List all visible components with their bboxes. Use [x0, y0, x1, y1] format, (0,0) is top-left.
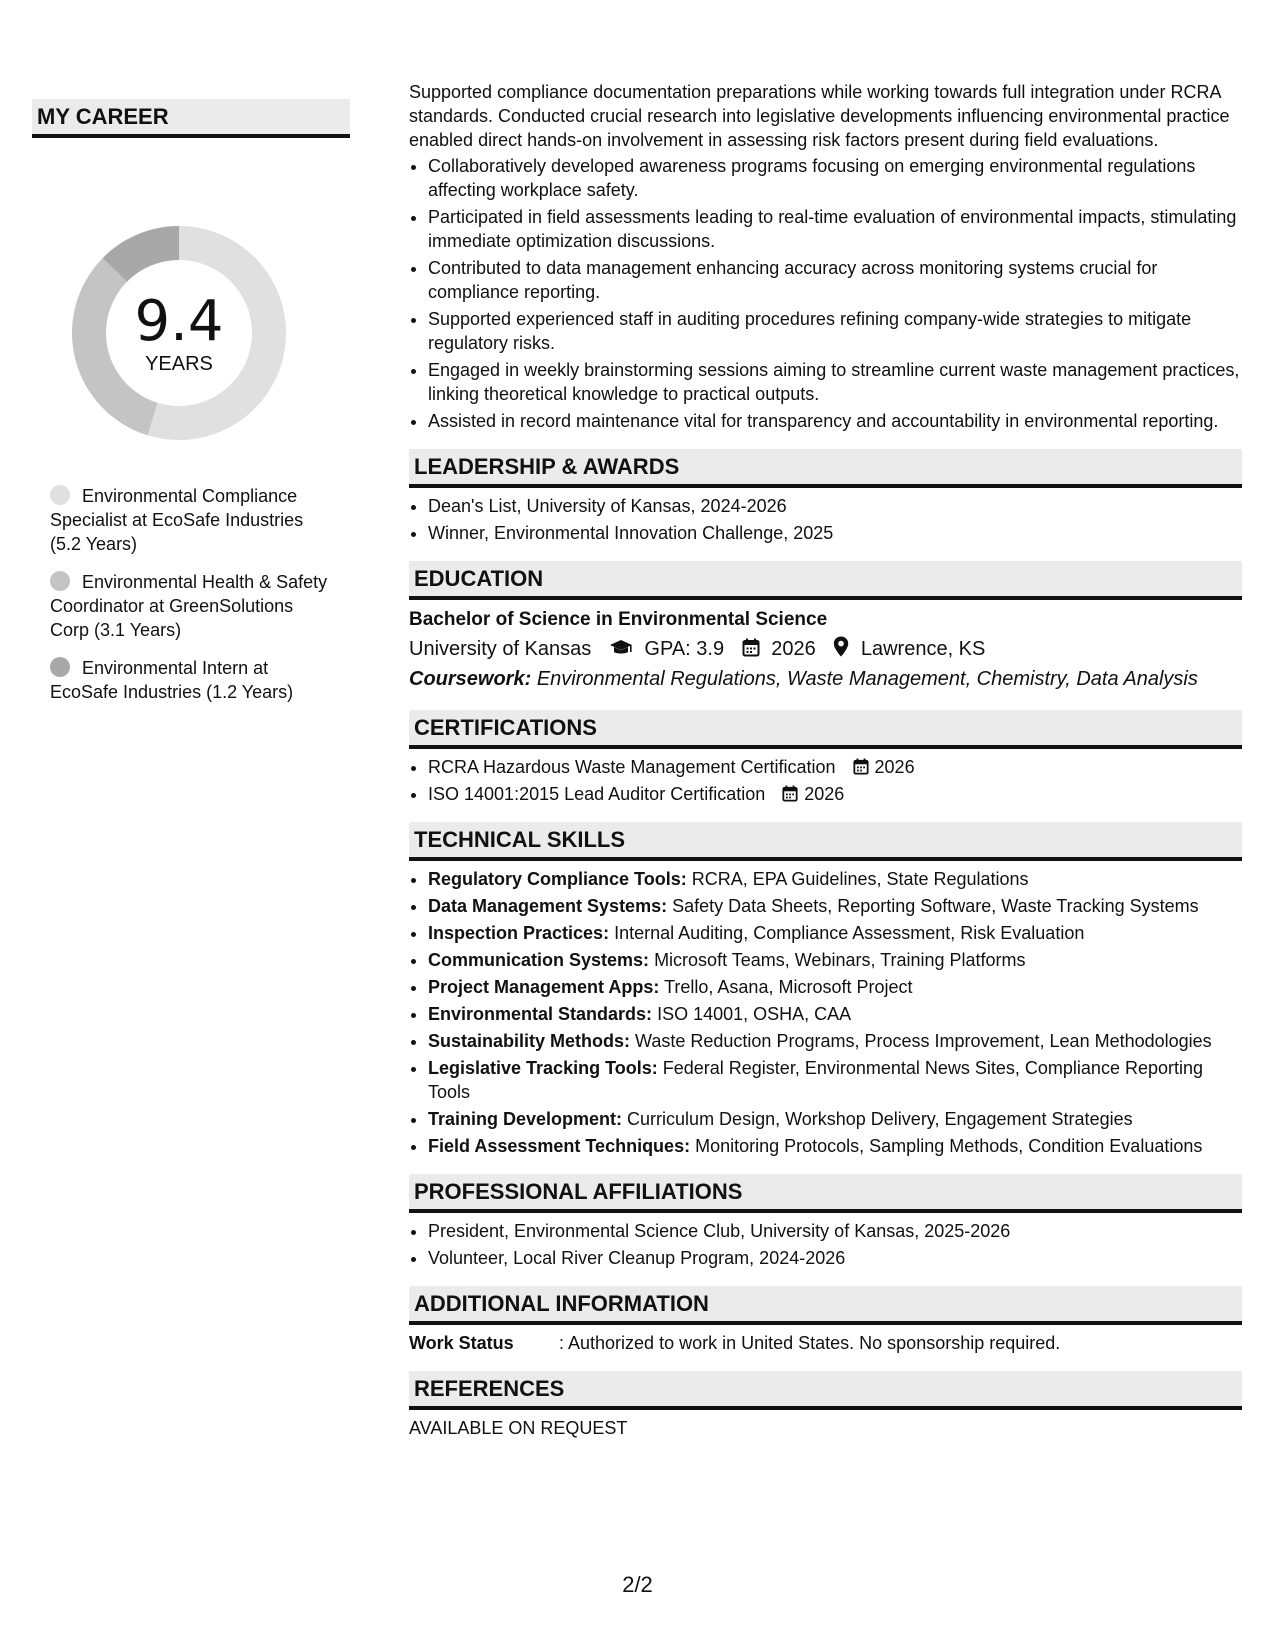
- skill-label: Legislative Tracking Tools:: [428, 1058, 658, 1078]
- list-item: • Engaged in weekly brainstorming sessions aiming to streamline current waste management practices, linking theoretical knowledge to practical outputs.: [428, 358, 1242, 406]
- career-title: MY CAREER: [32, 99, 350, 138]
- page-number: 2/2: [622, 1572, 653, 1597]
- school-name: University of Kansas: [409, 638, 592, 660]
- calendar-icon: [853, 758, 869, 775]
- list-item: • Winner, Environmental Innovation Challenge, 2025: [428, 521, 1242, 545]
- legend-dot: [50, 571, 70, 591]
- list-item: [428, 975, 1242, 999]
- certifications-title: CERTIFICATIONS: [409, 710, 1242, 749]
- list-item: [428, 1002, 1242, 1026]
- skill-value: Curriculum Design, Workshop Delivery, Engagement Strategies: [627, 1109, 1133, 1129]
- career-sidebar: [32, 99, 350, 718]
- total-years-value: 9.4: [134, 289, 224, 354]
- list-item: • Supported experienced staff in auditing procedures refining company-wide strategies to mitigate regulatory risks.: [428, 307, 1242, 355]
- list-item: [428, 1029, 1242, 1053]
- total-years-unit: YEARS: [145, 353, 213, 375]
- skill-value: Waste Reduction Programs, Process Improvement, Lean Methodologies: [635, 1031, 1212, 1051]
- list-item: [428, 755, 1242, 779]
- skills-section: [409, 822, 1242, 1158]
- affiliations-section: [409, 1174, 1242, 1270]
- skill-label: Data Management Systems:: [428, 896, 668, 916]
- career-legend: [50, 484, 330, 704]
- list-item: • President, Environmental Science Club, University of Kansas, 2025-2026: [428, 1219, 1242, 1243]
- affiliations-title: PROFESSIONAL AFFILIATIONS: [409, 1174, 1242, 1213]
- list-item: [428, 867, 1242, 891]
- skill-label: Sustainability Methods:: [428, 1031, 631, 1051]
- cert-year: 2026: [804, 784, 845, 804]
- legend-item: [50, 484, 330, 556]
- list-item: [428, 1056, 1242, 1104]
- location-pin-icon: [833, 636, 849, 657]
- references-text: AVAILABLE ON REQUEST: [409, 1418, 628, 1438]
- skill-label: Project Management Apps:: [428, 977, 660, 997]
- cert-year: 2026: [874, 757, 915, 777]
- references-title: REFERENCES: [409, 1371, 1242, 1410]
- career-donut-chart: [64, 218, 294, 448]
- legend-label: Environmental Intern at EcoSafe Industries (1.2 Years): [50, 658, 294, 702]
- work-status-value: : Authorized to work in United States. No sponsorship required.: [559, 1333, 1061, 1353]
- graduation-year: 2026: [771, 638, 816, 660]
- coursework-list: Environmental Regulations, Waste Management, Chemistry, Data Analysis: [536, 668, 1198, 690]
- calendar-icon: [742, 638, 760, 657]
- skill-value: Trello, Asana, Microsoft Project: [664, 977, 913, 997]
- skill-label: Inspection Practices:: [428, 923, 610, 943]
- list-item: • Assisted in record maintenance vital for transparency and accountability in environmental reporting.: [428, 409, 1242, 433]
- list-item: • Collaboratively developed awareness programs focusing on emerging environmental regulations affecting workplace safety.: [428, 154, 1242, 202]
- additional-title: ADDITIONAL INFORMATION: [409, 1286, 1242, 1325]
- work-status-row: [409, 1331, 1242, 1355]
- graduation-cap-icon: [609, 639, 633, 657]
- cert-name: ISO 14001:2015 Lead Auditor Certification: [428, 784, 766, 804]
- education-title: EDUCATION: [409, 561, 1242, 600]
- list-item: [428, 948, 1242, 972]
- list-item: [428, 921, 1242, 945]
- work-status-label: Work Status: [409, 1333, 514, 1353]
- skill-label: Training Development:: [428, 1109, 623, 1129]
- list-item: • Participated in field assessments leading to real-time evaluation of environmental impacts, stimulating immediate optimization discussions.: [428, 205, 1242, 253]
- skill-value: ISO 14001, OSHA, CAA: [657, 1004, 852, 1024]
- legend-label: Environmental Compliance Specialist at EcoSafe Industries (5.2 Years): [50, 486, 304, 554]
- legend-label: Environmental Health & Safety Coordinator at GreenSolutions Corp (3.1 Years): [50, 572, 328, 640]
- list-item: [428, 894, 1242, 918]
- legend-item: [50, 570, 330, 642]
- skill-value: RCRA, EPA Guidelines, State Regulations: [691, 869, 1029, 889]
- legend-dot: [50, 657, 70, 677]
- leadership-section: [409, 449, 1242, 545]
- skill-value: Internal Auditing, Compliance Assessment, Risk Evaluation: [614, 923, 1085, 943]
- list-item: • Contributed to data management enhancing accuracy across monitoring systems crucial for compliance reporting.: [428, 256, 1242, 304]
- skill-label: Field Assessment Techniques:: [428, 1136, 691, 1156]
- skill-value: Federal Register, Environmental News Sites, Compliance Reporting Tools: [428, 1058, 1203, 1102]
- list-item: • Volunteer, Local River Cleanup Program, 2024-2026: [428, 1246, 1242, 1270]
- skill-label: Environmental Standards:: [428, 1004, 653, 1024]
- certifications-section: [409, 710, 1242, 806]
- coursework: [409, 664, 1242, 694]
- skills-title: TECHNICAL SKILLS: [409, 822, 1242, 861]
- leadership-title: LEADERSHIP & AWARDS: [409, 449, 1242, 488]
- legend-dot: [50, 485, 70, 505]
- list-item: [428, 782, 1242, 806]
- references-section: [409, 1371, 1242, 1440]
- list-item: • Dean's List, University of Kansas, 2024-2026: [428, 494, 1242, 518]
- skill-value: Safety Data Sheets, Reporting Software, Waste Tracking Systems: [672, 896, 1199, 916]
- skill-value: Microsoft Teams, Webinars, Training Platforms: [654, 950, 1026, 970]
- education-details: [409, 634, 1242, 664]
- coursework-label: Coursework:: [409, 668, 532, 690]
- education-section: [409, 561, 1242, 694]
- gpa: GPA: 3.9: [644, 638, 725, 660]
- school-location: Lawrence, KS: [860, 638, 986, 660]
- calendar-icon: [782, 785, 798, 802]
- cert-name: RCRA Hazardous Waste Management Certification: [428, 757, 836, 777]
- skill-label: Communication Systems:: [428, 950, 650, 970]
- list-item: [428, 1134, 1242, 1158]
- main-column: [409, 80, 1242, 1440]
- additional-section: [409, 1286, 1242, 1355]
- skill-label: Regulatory Compliance Tools:: [428, 869, 687, 889]
- legend-item: [50, 656, 330, 704]
- list-item: [428, 1107, 1242, 1131]
- degree-title: Bachelor of Science in Environmental Science: [409, 609, 828, 630]
- experience-intro: Supported compliance documentation preparations while working towards full integration under RCRA standards. Conducted crucial research into legislative developments influencing environmental practice enabled direct hands-on involvement in assessing risk factors present during field evaluations.: [409, 82, 1230, 150]
- skill-value: Monitoring Protocols, Sampling Methods, Condition Evaluations: [695, 1136, 1203, 1156]
- experience-bullets: [409, 154, 1242, 433]
